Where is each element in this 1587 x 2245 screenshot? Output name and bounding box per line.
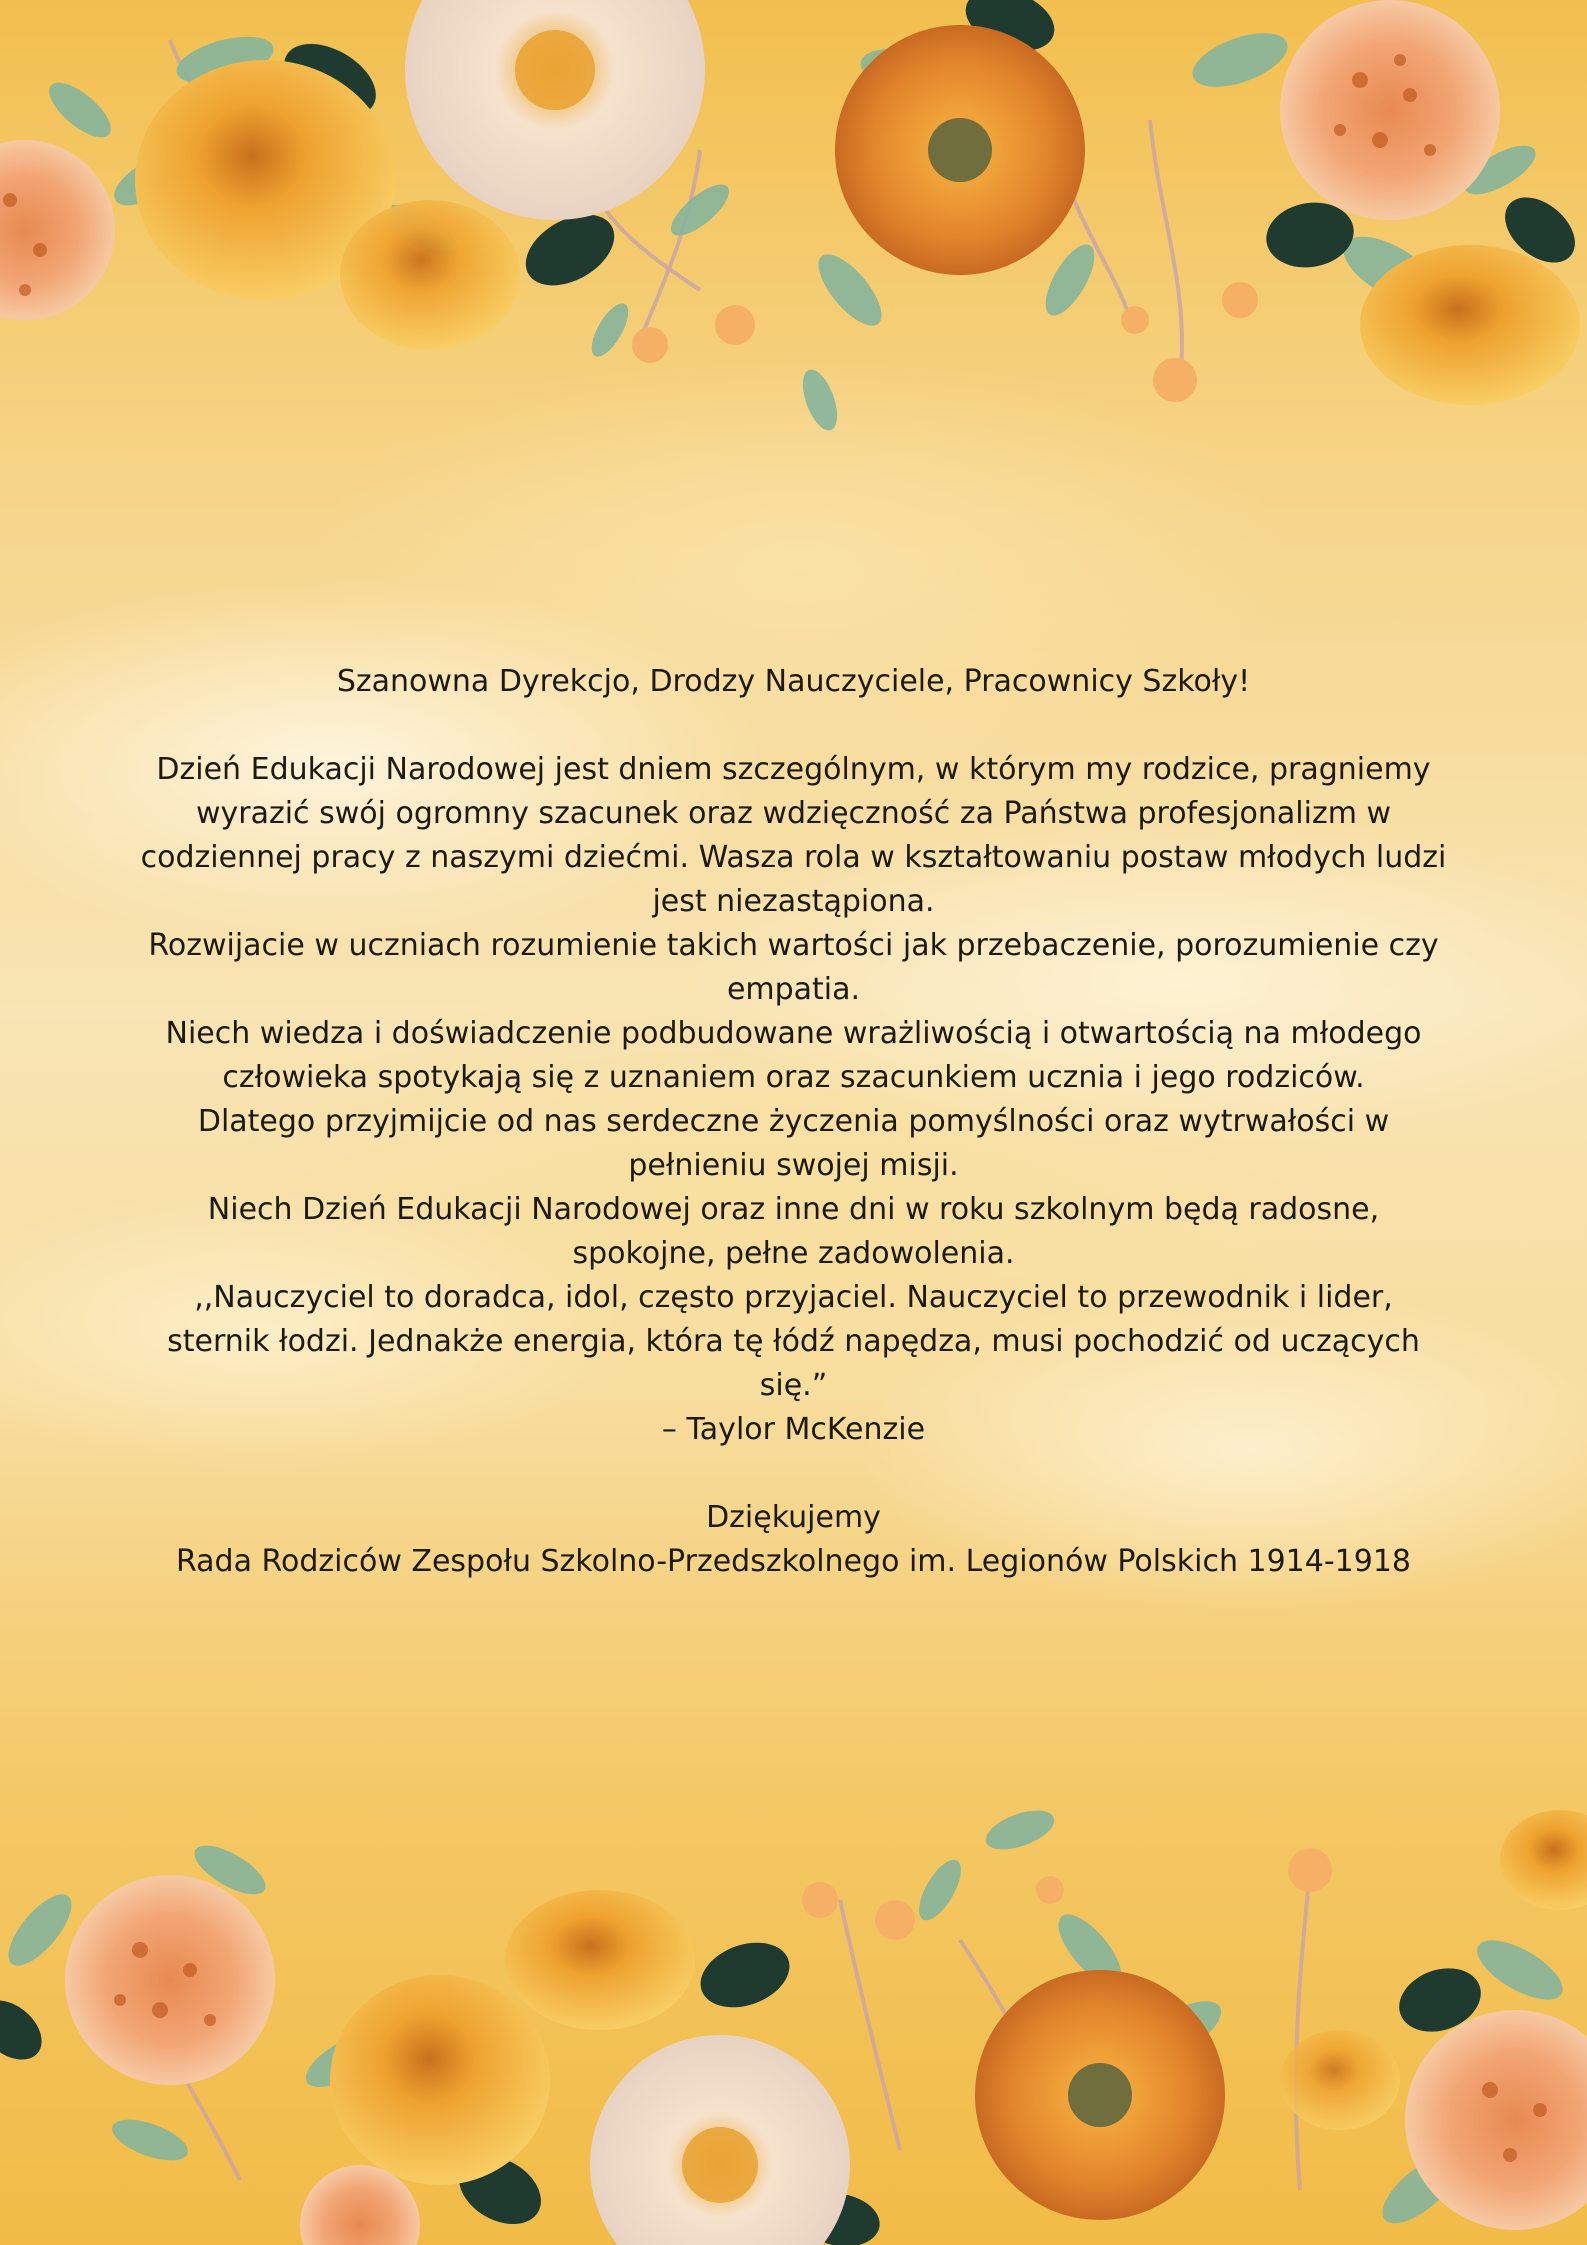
quote-author: – Taylor McKenzie [661,1412,926,1447]
paragraph-wishes-year: Niech Dzień Edukacji Narodowej oraz inne dni w roku szkolnym będą radosne, spokojne, pełne zadowolenia. [207,1192,1380,1271]
signature: Rada Rodziców Zespołu Szkolno-Przedszkolnego im. Legionów Polskich 1914-1918 [175,1544,1412,1579]
paragraph-gratitude: Dzień Edukacji Narodowej jest dniem szczególnym, w którym my rodzice, pragniemy wyrazić swój ogromny szacunek oraz wdzięczność za Państwa profesjonalizm w codziennej pracy z naszymi dziećmi. Wasza rola w kształtowaniu postaw młodych ludzi jest niezastąpiona. [140,752,1447,919]
quote: ,,Nauczyciel to doradca, idol, często przyjaciel. Nauczyciel to przewodnik i lider, sternik łodzi. Jednakże energia, która tę łódź napędza, musi pochodzić od uczących się.” [167,1280,1420,1403]
paragraph-values: Rozwijacie w uczniach rozumienie takich wartości jak przebaczenie, porozumienie czy empatia. [148,928,1439,1007]
salutation: Szanowna Dyrekcjo, Drodzy Nauczyciele, Pracownicy Szkoły! [336,664,1251,699]
spacer [140,704,1447,748]
closing: Dziękujemy [706,1500,881,1535]
bottom-floral-border-icon [0,1810,1587,2245]
greeting-letter [140,660,1447,1584]
spacer [140,1452,1447,1496]
top-floral-border-icon [0,0,1587,470]
paragraph-wishes-knowledge: Niech wiedza i doświadczenie podbudowane wrażliwością i otwartością na młodego człowieka spotykają się z uznaniem oraz szacunkiem ucznia i jego rodziców. [165,1016,1422,1095]
paragraph-wishes-mission: Dlatego przyjmijcie od nas serdeczne życzenia pomyślności oraz wytrwałości w pełnieniu swojej misji. [197,1104,1390,1183]
